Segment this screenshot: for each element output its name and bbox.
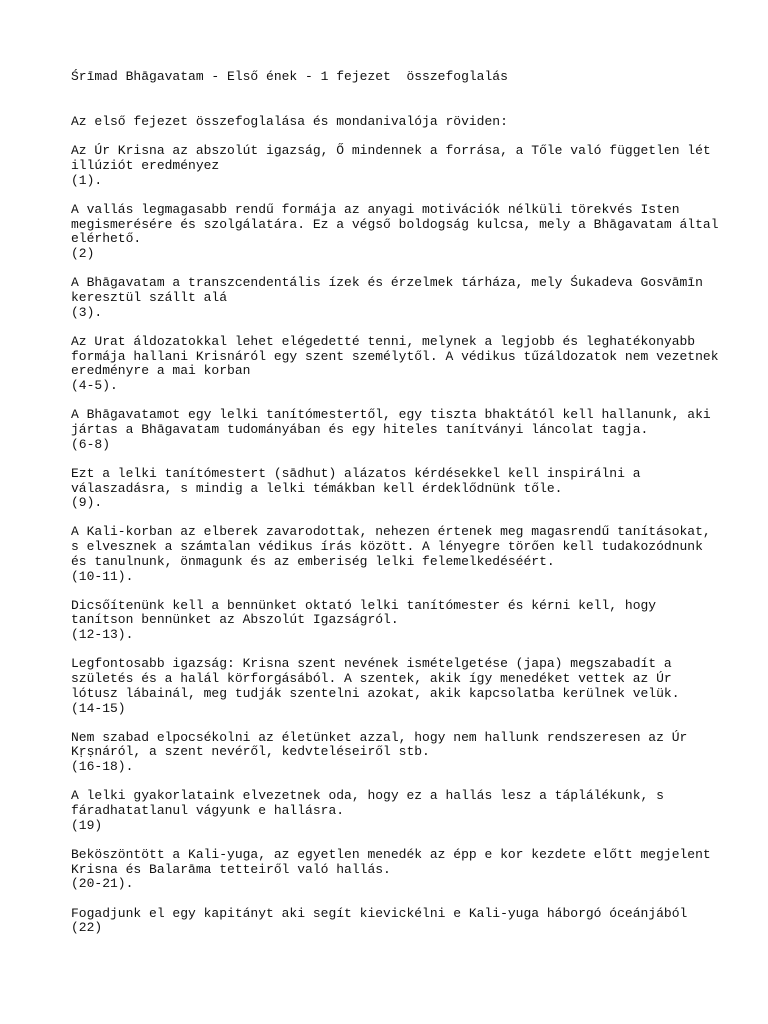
summary-item-text: A Bhāgavatam a transzcendentális ízek és érzelmek tárháza, mely Śukadeva Gosvāmīn keresztül szállt alá [71,275,703,306]
summary-item [71,731,721,775]
summary-item-text: Ezt a lelki tanítómestert (sādhut) alázatos kérdésekkel kell inspirálni a válaszadásra, s mindig a lelki témákban kell érdeklődnünk tőle. [71,465,641,496]
document-page [71,70,721,950]
verse-reference: (9). [71,495,103,511]
summary-item [71,907,721,936]
verse-reference: (19) [71,817,103,833]
verse-reference: (14-15) [71,700,126,716]
summary-item [71,144,721,188]
verse-reference: (16-18). [71,759,134,775]
document-intro: Az első fejezet összefoglalása és mondanivalója röviden: [71,113,508,129]
summary-item [71,599,721,643]
summary-item-text: Fogadjunk el egy kapitányt aki segít kievickélni e Kali-yuga háborgó óceánjából [71,905,688,921]
summary-item-text: Az Úr Krisna az abszolút igazság, Ő mindennek a forrása, a Tőle való független lét illúziót eredményez [71,143,711,174]
summary-item [71,657,721,716]
summary-item [71,335,721,394]
verse-reference: (1). [71,172,103,188]
verse-reference: (20-21). [71,876,134,892]
summary-item [71,276,721,320]
verse-reference: (12-13). [71,627,134,643]
summary-item-text: Az Urat áldozatokkal lehet elégedetté tenni, melynek a legjobb és leghatékonyabb formája hallani Krisnáról egy szent személytől. A védikus tűzáldozatok nem vezetnek eredményre a mai korban [71,333,719,379]
summary-item-text: A Kali-korban az elberek zavarodottak, nehezen értenek meg magasrendű tanításokat, s elvesznek a számtalan védikus írás között. A lényegre törően kell tudakozódnunk és tanulnunk, önmagunk és az emberiség lelki felemelkedéséért. [71,524,711,569]
summary-item-text: A Bhāgavatamot egy lelki tanítómestertől, egy tiszta bhaktától kell hallanunk, aki jártas a Bhāgavatam tudományában és egy hiteles tanítványi láncolat tagja. [71,407,711,437]
summary-item [71,789,721,833]
verse-reference: (3). [71,304,103,320]
summary-item [71,203,721,262]
summary-item [71,467,721,511]
summary-item [71,525,721,584]
summary-item-text: Dicsőítenünk kell a bennünket oktató lelki tanítómester és kérni kell, hogy tanítson bennünket az Abszolút Igazságról. [71,597,657,628]
summary-item-text: Legfontosabb igazság: Krisna szent nevének ismételgetése (japa) megszabadít a születés és a halál körforgásából. A szentek, akik így menedéket vettek az Úr lótusz lábainál, meg tudják szentelni azokat, akik kapcsolatba kerülnek velük. [71,656,680,701]
summary-item-text: A vallás legmagasabb rendű formája az anyagi motivációk nélküli törekvés Isten megismerésére és szolgálatára. Ez a végső boldogság kulcsa, mely a Bhāgavatam által elérhető. [71,202,719,247]
verse-reference: (22) [71,920,103,936]
verse-reference: (10-11). [71,568,134,584]
summary-item [71,408,721,452]
document-title: Śrīmad Bhāgavatam - Első ének - 1 fejezet összefoglalás [71,69,508,84]
verse-reference: (4-5). [71,378,118,394]
summary-item-text: Nem szabad elpocsékolni az életünket azzal, hogy nem hallunk rendszeresen az Úr Kṛṣnáról, a szent nevéről, kedvteléseiről stb. [71,729,688,760]
verse-reference: (6-8) [71,436,111,452]
summary-item-text: A lelki gyakorlataink elvezetnek oda, hogy ez a hallás lesz a táplálékunk, s fáradhatatlanul vágyunk e hallásra. [71,788,664,819]
summary-item [71,848,721,892]
verse-reference: (2) [71,246,95,262]
summary-item-text: Beköszöntött a Kali-yuga, az egyetlen menedék az épp e kor kezdete előtt megjelent Krisna és Balarāma tetteiről való hallás. [71,846,711,877]
